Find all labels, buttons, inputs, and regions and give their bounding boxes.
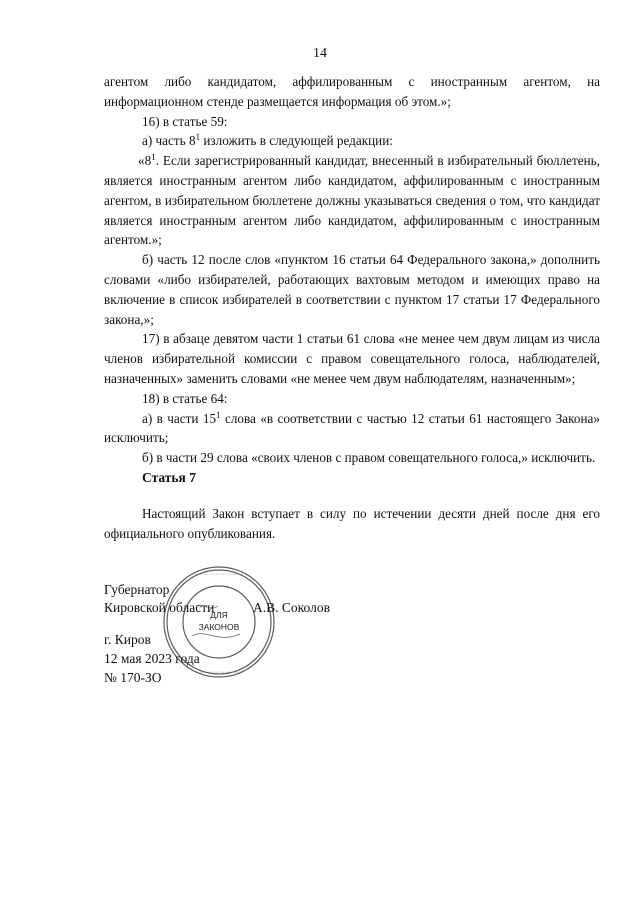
paragraph: а) в части $15^1$ слова «в соответствии с частью 12 статьи 61 настоящего Закона» исключить; — [104, 409, 600, 446]
document-body — [104, 72, 600, 468]
paragraph: б) часть 12 после слов «пунктом 16 статьи 64 Федерального закона,» дополнить словами «либо избирателей, работающих вахтовым методом и имеющих право на включение в список избирателей в соответствии с пунктом 17 статьи 17 Федерального закона,»; — [104, 252, 600, 327]
paragraph: 16) в статье 59: — [142, 113, 228, 129]
paragraph: а) часть $8^1$ изложить в следующей редакции: — [142, 132, 393, 149]
signature-title-line1: Губернатор — [104, 582, 170, 597]
law-number: № 170-ЗО — [104, 670, 162, 685]
svg-text:·····················: ····················· — [194, 571, 244, 578]
paragraph: агентом либо кандидатом, аффилированным с иностранным агентом, на информационном стенде размещается информация об этом.»; — [104, 74, 600, 109]
paragraph: «$8^1$. Если зарегистрированный кандидат, внесенный в избирательный бюллетень, является иностранным агентом либо кандидатом, аффилированным с иностранным агентом, в избирательном бюллетене должны указываться сведения о том, что кандидат является иностранным агентом либо кандидатом, аффилированным с иностранным агентом.»; — [104, 152, 600, 248]
stamp-center-line1: ДЛЯ — [210, 610, 228, 620]
page-number: 14 — [313, 46, 327, 61]
city: г. Киров — [104, 632, 151, 647]
article-heading: Статья 7 — [142, 470, 196, 485]
final-paragraph: Настоящий Закон вступает в силу по истечении десяти дней после дня его официального опубликования. — [104, 506, 600, 541]
law-date: 12 мая 2023 года — [104, 651, 200, 666]
stamp-center-line2: ЗАКОНОВ — [198, 622, 240, 632]
official-stamp — [160, 562, 278, 682]
signature-name: А.В. Соколов — [253, 600, 330, 615]
svg-text:·····················: ····················· — [194, 669, 244, 676]
paragraph: 17) в абзаце девятом части 1 статьи 61 слова «не менее чем двум лицам из числа членов избирательной комиссии с правом совещательного голоса, наблюдателей, назначенных» заменить словами «не менее чем двум наблюдателям, назначенным»; — [104, 331, 600, 386]
paragraph: б) в части 29 слова «своих членов с правом совещательного голоса,» исключить. — [142, 450, 596, 466]
signature-title-line2: Кировской области — [104, 600, 215, 615]
paragraph: 18) в статье 64: — [142, 390, 228, 406]
